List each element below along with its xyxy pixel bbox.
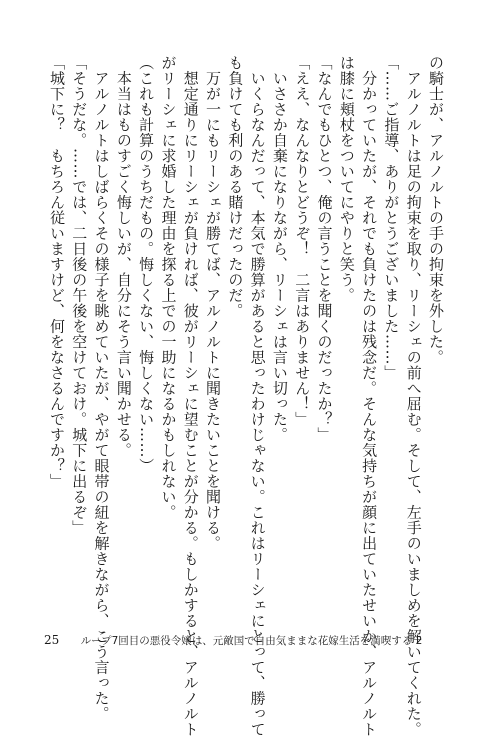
text-line-6: 「なんでもひとつ、俺の言うことを聞くのだったか？」 <box>315 55 334 443</box>
text-line-14: （これも計算のうちだもの。悔しくない、悔しくない……） <box>137 55 156 474</box>
text-line-8: いささか自棄になりながら、リーシェは言い切った。 <box>270 55 289 443</box>
text-line-2: アルノルトは足の拘束を取り、リーシェの前へ屈む。そして、左手のいましめを解いてくれた。 <box>404 55 423 737</box>
text-line-10: も負けても利のある賭けだったのだ。 <box>226 55 245 319</box>
text-line-3: 「……ご指導、ありがとうございました……」 <box>382 55 401 381</box>
text-line-7: 「ええ、なんなりとどうぞ！ 二言はありません！」 <box>293 55 312 427</box>
text-line-4: 分かっていたが、それでも負けたのは残念だ。そんな気持ちが顔に出ていたせいか、アルノルト <box>360 55 379 737</box>
text-line-5: は膝に頬杖をついてにやりと笑う。 <box>337 55 356 303</box>
text-line-18: 「城下に？ もちろん従いますけど、何をなさるんですか？」 <box>47 55 66 489</box>
text-line-17: 「そうだな。……では、二日後の午後を空けておけ。城下に出るぞ」 <box>70 55 89 536</box>
running-title: ループ7回目の悪役令嬢は、元敵国で自由気ままな花嫁生活を満喫する 2 <box>80 635 423 647</box>
text-line-15: 本当はものすごく悔しいが、自分にそう言い聞かせる。 <box>114 55 133 458</box>
text-line-16: アルノルトはしばらくその様子を眺めていたが、やがて眼帯の紐を解きながら、こう言った。 <box>92 55 111 722</box>
page-footer <box>44 633 422 648</box>
text-line-13: がリーシェに求婚した理由を探る上での一助になるかもしれない。 <box>159 55 178 520</box>
text-line-12: 想定通りにリーシェが負ければ、彼がリーシェに望むことが分かる。もしかすると、アルノルト <box>181 55 200 737</box>
text-line-11: 万が一にもリーシェが勝てば、アルノルトに聞きたいことを聞ける。 <box>204 55 223 551</box>
text-line-1: の騎士が、アルノルトの手の拘束を外した。 <box>427 55 445 365</box>
text-line-9: いくらなんだって、本気で勝算があると思ったわけじゃない。これはリーシェにとって、勝って <box>248 55 267 737</box>
page-number: 25 <box>44 633 60 647</box>
